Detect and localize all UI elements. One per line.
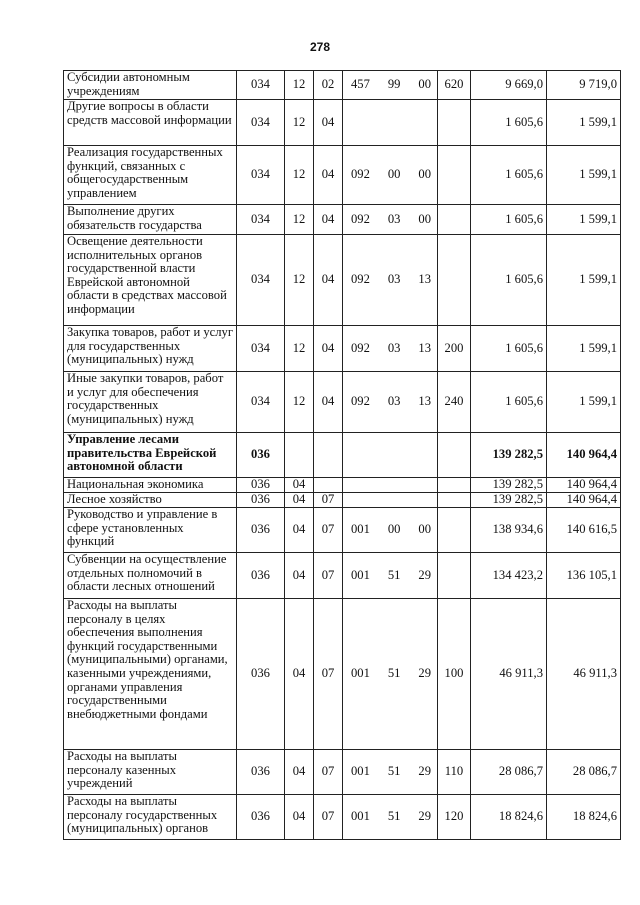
expense-type-code bbox=[438, 100, 471, 146]
amount-year-1: 46 911,3 bbox=[471, 599, 547, 750]
target-article-program: 092 bbox=[351, 167, 370, 182]
target-article-parts bbox=[343, 342, 437, 356]
target-article-program: 092 bbox=[351, 394, 370, 409]
target-article-code bbox=[343, 372, 438, 433]
amount-year-1: 1 605,6 bbox=[471, 235, 547, 326]
subsection-code: 02 bbox=[314, 71, 343, 100]
row-name: Лесное хозяйство bbox=[64, 493, 237, 508]
target-article-program: 001 bbox=[351, 764, 370, 779]
amount-year-2: 140 964,4 bbox=[547, 433, 621, 478]
row-name: Руководство и управление в сфере установленных функций bbox=[64, 508, 237, 553]
ministry-code: 036 bbox=[237, 599, 285, 750]
expense-type-code bbox=[438, 205, 471, 235]
target-article-code bbox=[343, 750, 438, 795]
amount-year-1: 1 605,6 bbox=[471, 326, 547, 372]
target-article-program: 092 bbox=[351, 211, 370, 226]
row-name: Управление лесами правительства Еврейской автономной области bbox=[64, 433, 237, 478]
target-article-code bbox=[343, 433, 438, 478]
amount-year-2: 9 719,0 bbox=[547, 71, 621, 100]
target-article-sub: 00 bbox=[387, 522, 401, 537]
amount-year-2: 1 599,1 bbox=[547, 205, 621, 235]
amount-year-1: 1 605,6 bbox=[471, 146, 547, 205]
table-row bbox=[64, 508, 621, 553]
target-article-code bbox=[343, 326, 438, 372]
amount-year-1: 1 605,6 bbox=[471, 372, 547, 433]
section-code: 12 bbox=[285, 372, 314, 433]
target-article-item: 13 bbox=[418, 340, 431, 355]
target-article-item: 29 bbox=[418, 567, 431, 582]
section-code: 04 bbox=[285, 795, 314, 840]
target-article-item: 00 bbox=[418, 167, 431, 182]
table-row bbox=[64, 235, 621, 326]
table-row bbox=[64, 493, 621, 508]
expense-type-code: 200 bbox=[438, 326, 471, 372]
ministry-code: 034 bbox=[237, 71, 285, 100]
section-code: 04 bbox=[285, 599, 314, 750]
amount-year-2: 140 964,4 bbox=[547, 493, 621, 508]
target-article-code bbox=[343, 599, 438, 750]
target-article-parts bbox=[343, 78, 437, 92]
subsection-code: 07 bbox=[314, 508, 343, 553]
target-article-parts bbox=[343, 213, 437, 227]
amount-year-2: 46 911,3 bbox=[547, 599, 621, 750]
table-row bbox=[64, 71, 621, 100]
target-article-sub: 00 bbox=[387, 167, 401, 182]
target-article-program: 001 bbox=[351, 567, 370, 582]
target-article-sub: 51 bbox=[387, 666, 401, 681]
section-code: 04 bbox=[285, 493, 314, 508]
target-article-code bbox=[343, 71, 438, 100]
expense-type-code: 100 bbox=[438, 599, 471, 750]
budget-table-body bbox=[64, 71, 621, 840]
target-article-sub: 99 bbox=[387, 77, 401, 92]
target-article-parts bbox=[343, 273, 437, 287]
amount-year-2: 1 599,1 bbox=[547, 326, 621, 372]
subsection-code bbox=[314, 433, 343, 478]
expense-type-code bbox=[438, 508, 471, 553]
row-name: Национальная экономика bbox=[64, 478, 237, 493]
section-code: 04 bbox=[285, 508, 314, 553]
ministry-code: 036 bbox=[237, 508, 285, 553]
target-article-item: 00 bbox=[418, 522, 431, 537]
subsection-code: 04 bbox=[314, 372, 343, 433]
row-name: Субсидии автономным учреждениям bbox=[64, 71, 237, 100]
expense-type-code bbox=[438, 235, 471, 326]
target-article-parts bbox=[343, 810, 437, 824]
amount-year-2: 1 599,1 bbox=[547, 372, 621, 433]
amount-year-1: 134 423,2 bbox=[471, 553, 547, 599]
ministry-code: 034 bbox=[237, 326, 285, 372]
row-name: Расходы на выплаты персоналу казенных учреждений bbox=[64, 750, 237, 795]
table-row bbox=[64, 326, 621, 372]
section-code bbox=[285, 433, 314, 478]
section-code: 12 bbox=[285, 71, 314, 100]
target-article-sub: 51 bbox=[387, 809, 401, 824]
row-name: Расходы на выплаты персоналу государственных (муниципальных) органов bbox=[64, 795, 237, 840]
ministry-code: 036 bbox=[237, 750, 285, 795]
table-row bbox=[64, 433, 621, 478]
row-name: Выполнение других обязательств государства bbox=[64, 205, 237, 235]
expense-type-code: 110 bbox=[438, 750, 471, 795]
target-article-sub: 03 bbox=[387, 340, 401, 355]
subsection-code: 07 bbox=[314, 750, 343, 795]
amount-year-2: 140 616,5 bbox=[547, 508, 621, 553]
target-article-program: 092 bbox=[351, 272, 370, 287]
target-article-parts bbox=[343, 395, 437, 409]
target-article-item: 00 bbox=[418, 211, 431, 226]
table-row bbox=[64, 750, 621, 795]
ministry-code: 036 bbox=[237, 553, 285, 599]
subsection-code: 07 bbox=[314, 795, 343, 840]
amount-year-1: 9 669,0 bbox=[471, 71, 547, 100]
target-article-sub: 51 bbox=[387, 764, 401, 779]
row-name: Реализация государственных функций, связанных с общегосударственным управлением bbox=[64, 146, 237, 205]
table-row bbox=[64, 372, 621, 433]
amount-year-1: 1 605,6 bbox=[471, 100, 547, 146]
amount-year-1: 138 934,6 bbox=[471, 508, 547, 553]
target-article-code bbox=[343, 553, 438, 599]
table-row bbox=[64, 599, 621, 750]
amount-year-2: 140 964,4 bbox=[547, 478, 621, 493]
target-article-parts bbox=[343, 168, 437, 182]
subsection-code: 07 bbox=[314, 553, 343, 599]
row-name: Расходы на выплаты персоналу в целях обеспечения выполнения функций государственными (муниципальными) органами, казенными учреждениями, органами управления государственными внебюджетными фондами bbox=[64, 599, 237, 750]
expense-type-code: 620 bbox=[438, 71, 471, 100]
expense-type-code bbox=[438, 553, 471, 599]
target-article-code bbox=[343, 478, 438, 493]
target-article-sub: 03 bbox=[387, 211, 401, 226]
target-article-parts bbox=[343, 765, 437, 779]
budget-table bbox=[63, 70, 621, 840]
expense-type-code bbox=[438, 493, 471, 508]
section-code: 04 bbox=[285, 478, 314, 493]
ministry-code: 036 bbox=[237, 493, 285, 508]
amount-year-1: 1 605,6 bbox=[471, 205, 547, 235]
section-code: 12 bbox=[285, 205, 314, 235]
amount-year-1: 139 282,5 bbox=[471, 493, 547, 508]
expense-type-code bbox=[438, 146, 471, 205]
ministry-code: 034 bbox=[237, 205, 285, 235]
section-code: 12 bbox=[285, 100, 314, 146]
subsection-code: 04 bbox=[314, 146, 343, 205]
target-article-code bbox=[343, 235, 438, 326]
row-name: Другие вопросы в области средств массовой информации bbox=[64, 100, 237, 146]
target-article-program: 001 bbox=[351, 666, 370, 681]
target-article-code bbox=[343, 205, 438, 235]
amount-year-2: 136 105,1 bbox=[547, 553, 621, 599]
row-name: Субвенции на осуществление отдельных полномочий в области лесных отношений bbox=[64, 553, 237, 599]
section-code: 12 bbox=[285, 235, 314, 326]
subsection-code: 07 bbox=[314, 599, 343, 750]
ministry-code: 036 bbox=[237, 433, 285, 478]
target-article-sub: 03 bbox=[387, 394, 401, 409]
target-article-parts bbox=[343, 523, 437, 537]
expense-type-code bbox=[438, 478, 471, 493]
target-article-program: 001 bbox=[351, 522, 370, 537]
subsection-code bbox=[314, 478, 343, 493]
ministry-code: 034 bbox=[237, 146, 285, 205]
target-article-item: 13 bbox=[418, 272, 431, 287]
table-row bbox=[64, 553, 621, 599]
ministry-code: 036 bbox=[237, 478, 285, 493]
target-article-item: 00 bbox=[418, 77, 431, 92]
target-article-code bbox=[343, 795, 438, 840]
target-article-parts bbox=[343, 667, 437, 681]
section-code: 04 bbox=[285, 553, 314, 599]
target-article-sub: 51 bbox=[387, 567, 401, 582]
target-article-program: 092 bbox=[351, 340, 370, 355]
page-number: 278 bbox=[309, 40, 331, 54]
subsection-code: 04 bbox=[314, 205, 343, 235]
table-row bbox=[64, 795, 621, 840]
expense-type-code bbox=[438, 433, 471, 478]
table-row bbox=[64, 100, 621, 146]
amount-year-2: 1 599,1 bbox=[547, 146, 621, 205]
table-row bbox=[64, 478, 621, 493]
target-article-code bbox=[343, 493, 438, 508]
section-code: 12 bbox=[285, 146, 314, 205]
target-article-item: 29 bbox=[418, 764, 431, 779]
expense-type-code: 120 bbox=[438, 795, 471, 840]
section-code: 04 bbox=[285, 750, 314, 795]
target-article-parts bbox=[343, 569, 437, 583]
amount-year-2: 28 086,7 bbox=[547, 750, 621, 795]
row-name: Закупка товаров, работ и услуг для государственных (муниципальных) нужд bbox=[64, 326, 237, 372]
target-article-code bbox=[343, 508, 438, 553]
target-article-item: 13 bbox=[418, 394, 431, 409]
target-article-program: 457 bbox=[351, 77, 370, 92]
target-article-item: 29 bbox=[418, 809, 431, 824]
subsection-code: 04 bbox=[314, 235, 343, 326]
expense-type-code: 240 bbox=[438, 372, 471, 433]
section-code: 12 bbox=[285, 326, 314, 372]
target-article-code bbox=[343, 100, 438, 146]
amount-year-2: 1 599,1 bbox=[547, 235, 621, 326]
table-row bbox=[64, 146, 621, 205]
ministry-code: 034 bbox=[237, 372, 285, 433]
ministry-code: 034 bbox=[237, 100, 285, 146]
target-article-program: 001 bbox=[351, 809, 370, 824]
subsection-code: 04 bbox=[314, 100, 343, 146]
subsection-code: 04 bbox=[314, 326, 343, 372]
amount-year-2: 1 599,1 bbox=[547, 100, 621, 146]
amount-year-1: 28 086,7 bbox=[471, 750, 547, 795]
target-article-sub: 03 bbox=[387, 272, 401, 287]
row-name: Освещение деятельности исполнительных органов государственной власти Еврейской автономной области в средствах массовой информации bbox=[64, 235, 237, 326]
row-name: Иные закупки товаров, работ и услуг для обеспечения государственных (муниципальных) нужд bbox=[64, 372, 237, 433]
table-row bbox=[64, 205, 621, 235]
target-article-item: 29 bbox=[418, 666, 431, 681]
amount-year-1: 139 282,5 bbox=[471, 478, 547, 493]
ministry-code: 034 bbox=[237, 235, 285, 326]
amount-year-1: 18 824,6 bbox=[471, 795, 547, 840]
amount-year-2: 18 824,6 bbox=[547, 795, 621, 840]
amount-year-1: 139 282,5 bbox=[471, 433, 547, 478]
target-article-code bbox=[343, 146, 438, 205]
ministry-code: 036 bbox=[237, 795, 285, 840]
subsection-code: 07 bbox=[314, 493, 343, 508]
